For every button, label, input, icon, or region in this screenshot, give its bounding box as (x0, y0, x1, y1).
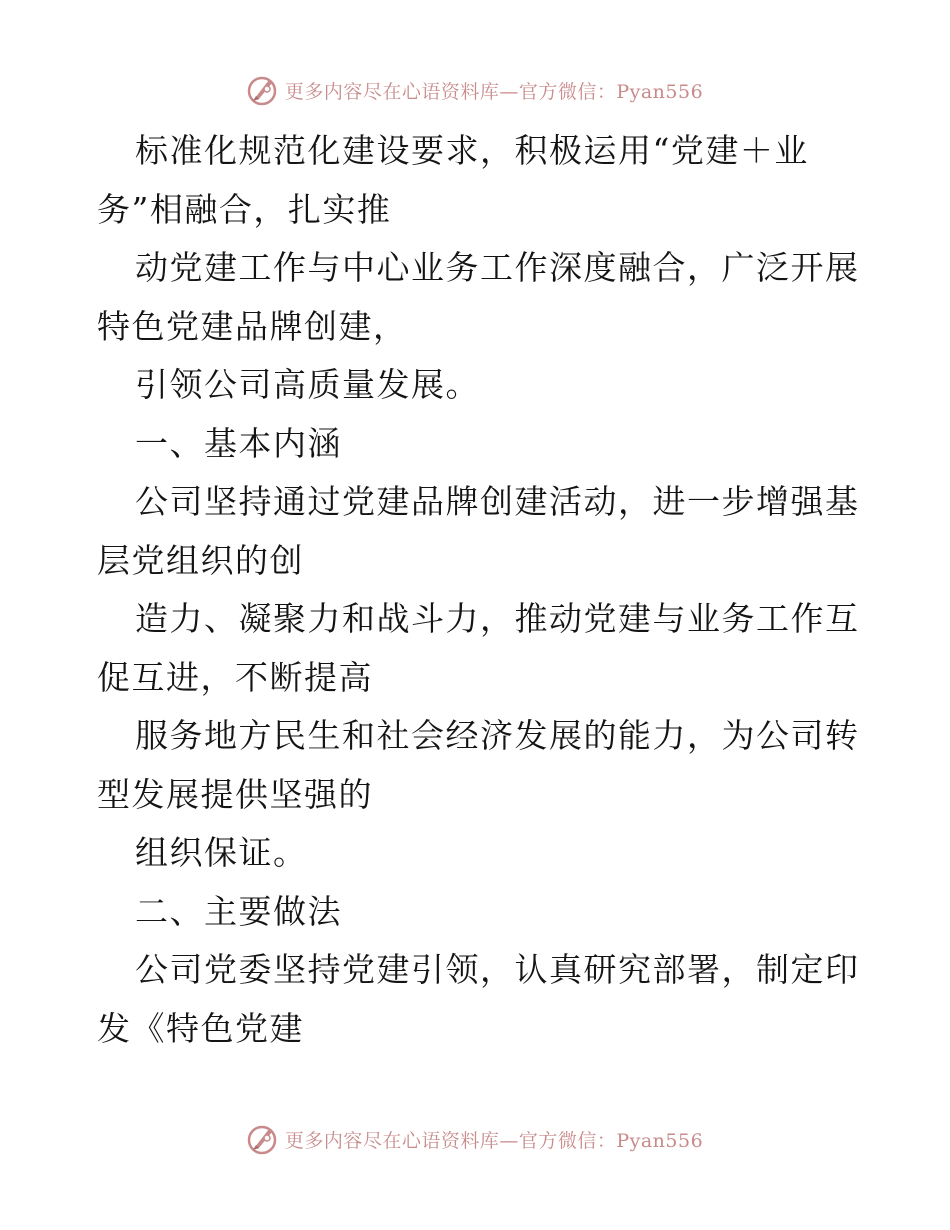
watermark-text: 更多内容尽在心语资料库—官方微信：Pyan556 (284, 80, 704, 103)
quill-pen-seal-icon (247, 74, 279, 106)
text-line: 务”相融合，扎实推 (97, 189, 392, 229)
text-line: 特色党建品牌创建， (97, 306, 408, 346)
text-line: 二、主要做法 (135, 891, 342, 931)
text-line: 促互进，不断提高 (97, 657, 373, 697)
text-line: 一、基本内涵 (135, 423, 342, 463)
text-line: 层党组织的创 (97, 540, 304, 580)
text-line: 型发展提供坚强的 (97, 774, 373, 814)
text-line: 标准化规范化建设要求，积极运用“党建＋业 (135, 131, 809, 170)
text-line: 发《特色党建 (97, 1008, 304, 1048)
footer-watermark (0, 1119, 950, 1159)
document-body (97, 122, 860, 1058)
watermark-text: 更多内容尽在心语资料库—官方微信：Pyan556 (284, 1129, 704, 1152)
text-line: 公司坚持通过党建品牌创建活动，进一步增强基 (135, 482, 860, 521)
text-line: 造力、凝聚力和战斗力，推动党建与业务工作互 (135, 599, 860, 638)
text-line: 服务地方民生和社会经济发展的能力，为公司转 (135, 716, 860, 755)
quill-pen-seal-icon (247, 1123, 279, 1155)
text-line: 动党建工作与中心业务工作深度融合，广泛开展 (135, 248, 860, 287)
header-watermark (0, 70, 950, 110)
text-line: 引领公司高质量发展。 (135, 365, 480, 404)
text-line: 公司党委坚持党建引领，认真研究部署，制定印 (135, 950, 860, 989)
text-line: 组织保证。 (135, 833, 308, 872)
